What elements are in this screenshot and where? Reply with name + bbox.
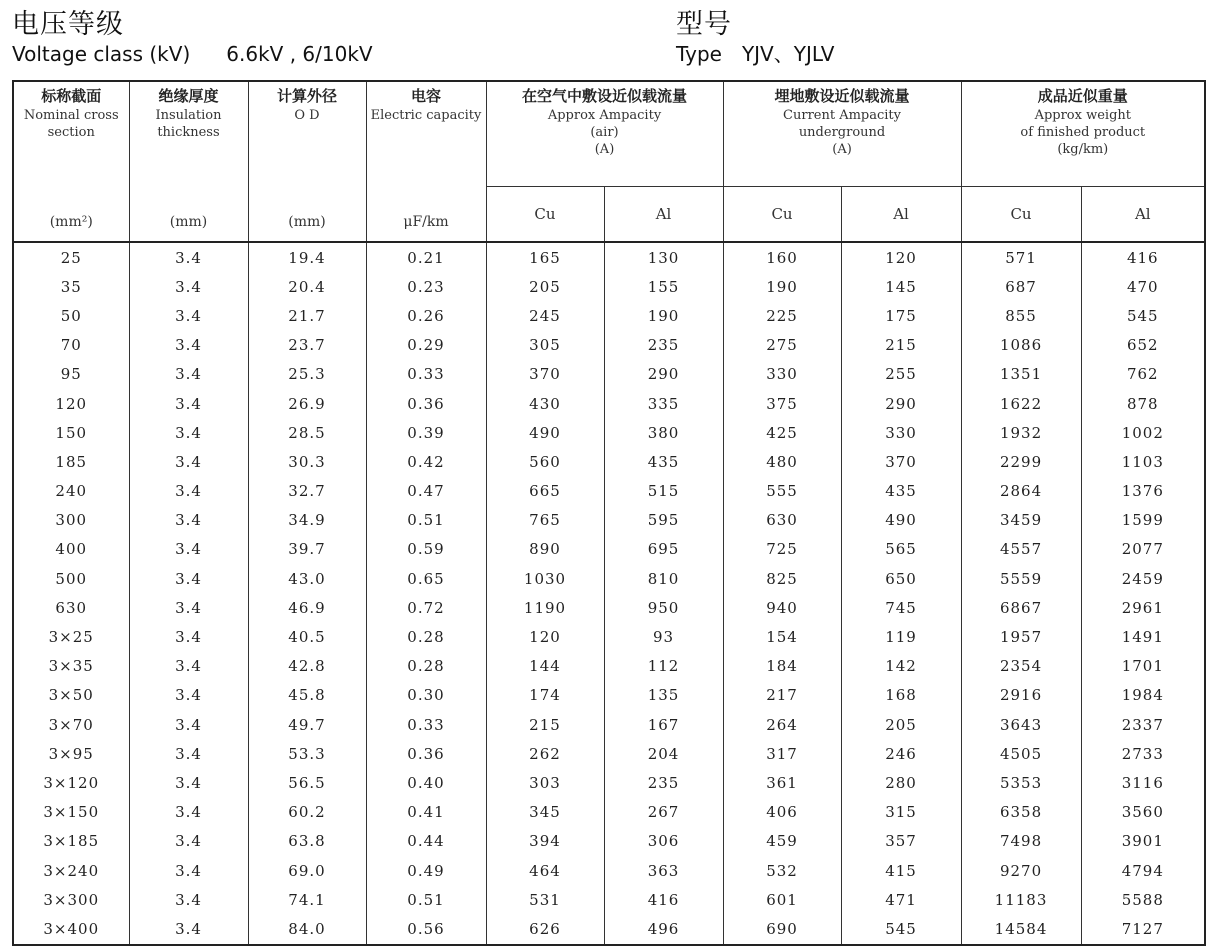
table-cell: 652 xyxy=(1081,331,1205,360)
table-cell: 60.2 xyxy=(248,798,366,827)
table-cell: 626 xyxy=(486,914,604,944)
group-header-underground-ampacity: 埋地敷设近似载流量 Current Ampacity underground (A) xyxy=(723,81,961,187)
table-cell: 1491 xyxy=(1081,622,1205,651)
table-cell: 0.42 xyxy=(366,447,486,476)
table-cell: 74.1 xyxy=(248,885,366,914)
table-cell: 595 xyxy=(604,506,723,535)
table-cell: 43.0 xyxy=(248,564,366,593)
table-cell: 240 xyxy=(13,477,129,506)
table-row xyxy=(13,622,1205,651)
table-cell: 3×185 xyxy=(13,827,129,856)
table-cell: 25.3 xyxy=(248,360,366,389)
table-cell: 0.28 xyxy=(366,652,486,681)
table-cell: 3×400 xyxy=(13,914,129,944)
table-cell: 3643 xyxy=(961,710,1081,739)
table-cell: 190 xyxy=(604,301,723,330)
table-cell: 34.9 xyxy=(248,506,366,535)
table-row xyxy=(13,331,1205,360)
voltage-class-header xyxy=(12,10,373,66)
table-cell: 330 xyxy=(723,360,841,389)
table-cell: 305 xyxy=(486,331,604,360)
table-cell: 175 xyxy=(841,301,961,330)
table-cell: 394 xyxy=(486,827,604,856)
table-cell: 765 xyxy=(486,506,604,535)
table-cell: 3×25 xyxy=(13,622,129,651)
voltage-class-label: Voltage class (kV) xyxy=(12,42,191,66)
table-cell: 3.4 xyxy=(129,506,248,535)
table-cell: 255 xyxy=(841,360,961,389)
table-cell: 315 xyxy=(841,798,961,827)
table-cell: 3.4 xyxy=(129,710,248,739)
table-cell: 480 xyxy=(723,447,841,476)
table-cell: 174 xyxy=(486,681,604,710)
table-cell: 3.4 xyxy=(129,914,248,944)
table-cell: 687 xyxy=(961,272,1081,301)
table-row xyxy=(13,418,1205,447)
table-row xyxy=(13,768,1205,797)
table-cell: 215 xyxy=(841,331,961,360)
table-cell: 3.4 xyxy=(129,242,248,272)
table-row xyxy=(13,564,1205,593)
table-cell: 345 xyxy=(486,798,604,827)
table-cell: 30.3 xyxy=(248,447,366,476)
table-cell: 3×300 xyxy=(13,885,129,914)
table-cell: 4794 xyxy=(1081,856,1205,885)
table-row xyxy=(13,272,1205,301)
table-cell: 235 xyxy=(604,768,723,797)
table-cell: 3.4 xyxy=(129,272,248,301)
table-cell: 28.5 xyxy=(248,418,366,447)
table-cell: 357 xyxy=(841,827,961,856)
table-cell: 215 xyxy=(486,710,604,739)
table-cell: 144 xyxy=(486,652,604,681)
table-cell: 2354 xyxy=(961,652,1081,681)
table-cell: 7127 xyxy=(1081,914,1205,944)
table-cell: 1599 xyxy=(1081,506,1205,535)
table-cell: 0.44 xyxy=(366,827,486,856)
table-cell: 3116 xyxy=(1081,768,1205,797)
table-cell: 32.7 xyxy=(248,477,366,506)
table-cell: 3.4 xyxy=(129,301,248,330)
table-cell: 0.59 xyxy=(366,535,486,564)
table-cell: 20.4 xyxy=(248,272,366,301)
table-cell: 3.4 xyxy=(129,856,248,885)
table-cell: 375 xyxy=(723,389,841,418)
table-cell: 120 xyxy=(486,622,604,651)
table-cell: 160 xyxy=(723,242,841,272)
table-cell: 0.40 xyxy=(366,768,486,797)
table-cell: 2864 xyxy=(961,477,1081,506)
table-row xyxy=(13,242,1205,272)
table-cell: 6358 xyxy=(961,798,1081,827)
table-cell: 3.4 xyxy=(129,477,248,506)
table-cell: 0.39 xyxy=(366,418,486,447)
type-value: YJV、YJLV xyxy=(741,42,835,66)
table-cell: 416 xyxy=(1081,242,1205,272)
table-cell: 275 xyxy=(723,331,841,360)
table-cell: 303 xyxy=(486,768,604,797)
subheader-weight-al: Al xyxy=(1081,187,1205,243)
table-cell: 264 xyxy=(723,710,841,739)
table-row xyxy=(13,885,1205,914)
table-cell: 745 xyxy=(841,593,961,622)
cable-spec-table xyxy=(12,80,1206,946)
table-cell: 515 xyxy=(604,477,723,506)
table-cell: 290 xyxy=(841,389,961,418)
table-cell: 53.3 xyxy=(248,739,366,768)
table-cell: 464 xyxy=(486,856,604,885)
table-cell: 0.33 xyxy=(366,360,486,389)
table-cell: 531 xyxy=(486,885,604,914)
table-cell: 25 xyxy=(13,242,129,272)
table-cell: 0.21 xyxy=(366,242,486,272)
table-cell: 9270 xyxy=(961,856,1081,885)
table-row xyxy=(13,798,1205,827)
table-cell: 3560 xyxy=(1081,798,1205,827)
table-cell: 19.4 xyxy=(248,242,366,272)
table-cell: 810 xyxy=(604,564,723,593)
table-cell: 11183 xyxy=(961,885,1081,914)
table-cell: 204 xyxy=(604,739,723,768)
table-cell: 3.4 xyxy=(129,768,248,797)
table-cell: 3901 xyxy=(1081,827,1205,856)
table-cell: 6867 xyxy=(961,593,1081,622)
table-cell: 630 xyxy=(723,506,841,535)
table-cell: 1002 xyxy=(1081,418,1205,447)
table-cell: 3.4 xyxy=(129,652,248,681)
table-cell: 235 xyxy=(604,331,723,360)
table-cell: 490 xyxy=(486,418,604,447)
table-cell: 370 xyxy=(486,360,604,389)
table-cell: 135 xyxy=(604,681,723,710)
col-header-insulation-thickness: 绝缘厚度 Insulation thickness (mm) xyxy=(129,81,248,242)
subheader-underground-cu: Cu xyxy=(723,187,841,243)
table-cell: 0.26 xyxy=(366,301,486,330)
table-cell: 0.65 xyxy=(366,564,486,593)
table-cell: 3.4 xyxy=(129,827,248,856)
table-cell: 0.41 xyxy=(366,798,486,827)
table-cell: 5559 xyxy=(961,564,1081,593)
type-label: Type xyxy=(676,42,722,66)
table-cell: 217 xyxy=(723,681,841,710)
table-cell: 70 xyxy=(13,331,129,360)
table-cell: 40.5 xyxy=(248,622,366,651)
table-cell: 496 xyxy=(604,914,723,944)
table-cell: 3.4 xyxy=(129,389,248,418)
table-cell: 306 xyxy=(604,827,723,856)
table-cell: 0.49 xyxy=(366,856,486,885)
table-cell: 168 xyxy=(841,681,961,710)
table-cell: 3×70 xyxy=(13,710,129,739)
table-cell: 1030 xyxy=(486,564,604,593)
table-cell: 890 xyxy=(486,535,604,564)
table-cell: 130 xyxy=(604,242,723,272)
table-cell: 21.7 xyxy=(248,301,366,330)
table-cell: 565 xyxy=(841,535,961,564)
table-cell: 120 xyxy=(13,389,129,418)
table-row xyxy=(13,477,1205,506)
table-cell: 571 xyxy=(961,242,1081,272)
table-cell: 300 xyxy=(13,506,129,535)
table-cell: 361 xyxy=(723,768,841,797)
table-cell: 3.4 xyxy=(129,593,248,622)
subheader-weight-cu: Cu xyxy=(961,187,1081,243)
table-row xyxy=(13,739,1205,768)
table-cell: 150 xyxy=(13,418,129,447)
table-cell: 0.36 xyxy=(366,739,486,768)
table-cell: 430 xyxy=(486,389,604,418)
table-cell: 112 xyxy=(604,652,723,681)
table-cell: 246 xyxy=(841,739,961,768)
table-cell: 1351 xyxy=(961,360,1081,389)
table-row xyxy=(13,710,1205,739)
table-cell: 95 xyxy=(13,360,129,389)
col-header-electric-capacity: 电容 Electric capacity μF/km xyxy=(366,81,486,242)
group-header-approx-weight: 成品近似重量 Approx weight of finished product (kg/km) xyxy=(961,81,1205,187)
type-header xyxy=(676,10,834,66)
table-cell: 205 xyxy=(841,710,961,739)
table-cell: 545 xyxy=(1081,301,1205,330)
table-row xyxy=(13,856,1205,885)
table-cell: 2961 xyxy=(1081,593,1205,622)
table-cell: 370 xyxy=(841,447,961,476)
table-row xyxy=(13,914,1205,944)
table-cell: 878 xyxy=(1081,389,1205,418)
table-cell: 262 xyxy=(486,739,604,768)
table-cell: 3.4 xyxy=(129,535,248,564)
table-cell: 3×240 xyxy=(13,856,129,885)
table-cell: 245 xyxy=(486,301,604,330)
table-cell: 630 xyxy=(13,593,129,622)
col-header-outer-diameter: 计算外径 O D (mm) xyxy=(248,81,366,242)
table-cell: 184 xyxy=(723,652,841,681)
table-cell: 400 xyxy=(13,535,129,564)
table-cell: 154 xyxy=(723,622,841,651)
table-cell: 225 xyxy=(723,301,841,330)
table-row xyxy=(13,447,1205,476)
table-cell: 42.8 xyxy=(248,652,366,681)
table-cell: 267 xyxy=(604,798,723,827)
table-cell: 205 xyxy=(486,272,604,301)
table-cell: 425 xyxy=(723,418,841,447)
type-title-cn: 型号 xyxy=(676,9,732,40)
table-cell: 725 xyxy=(723,535,841,564)
table-cell: 416 xyxy=(604,885,723,914)
table-cell: 1957 xyxy=(961,622,1081,651)
table-cell: 14584 xyxy=(961,914,1081,944)
table-cell: 0.28 xyxy=(366,622,486,651)
table-cell: 940 xyxy=(723,593,841,622)
subheader-underground-al: Al xyxy=(841,187,961,243)
table-cell: 1701 xyxy=(1081,652,1205,681)
table-cell: 2337 xyxy=(1081,710,1205,739)
table-row xyxy=(13,360,1205,389)
table-cell: 23.7 xyxy=(248,331,366,360)
table-cell: 0.51 xyxy=(366,885,486,914)
table-cell: 470 xyxy=(1081,272,1205,301)
table-cell: 49.7 xyxy=(248,710,366,739)
table-cell: 825 xyxy=(723,564,841,593)
table-row xyxy=(13,389,1205,418)
table-cell: 2916 xyxy=(961,681,1081,710)
table-cell: 0.47 xyxy=(366,477,486,506)
table-cell: 2733 xyxy=(1081,739,1205,768)
table-cell: 545 xyxy=(841,914,961,944)
table-cell: 142 xyxy=(841,652,961,681)
group-header-air-ampacity: 在空气中敷设近似载流量 Approx Ampacity (air) (A) xyxy=(486,81,723,187)
table-cell: 0.51 xyxy=(366,506,486,535)
table-cell: 3.4 xyxy=(129,681,248,710)
table-cell: 2299 xyxy=(961,447,1081,476)
table-cell: 3.4 xyxy=(129,418,248,447)
table-row xyxy=(13,681,1205,710)
table-cell: 165 xyxy=(486,242,604,272)
table-cell: 1932 xyxy=(961,418,1081,447)
table-cell: 5353 xyxy=(961,768,1081,797)
table-cell: 3×50 xyxy=(13,681,129,710)
table-cell: 167 xyxy=(604,710,723,739)
table-cell: 0.33 xyxy=(366,710,486,739)
table-cell: 56.5 xyxy=(248,768,366,797)
table-row xyxy=(13,535,1205,564)
table-cell: 0.30 xyxy=(366,681,486,710)
table-body xyxy=(13,242,1205,945)
table-cell: 380 xyxy=(604,418,723,447)
table-cell: 3.4 xyxy=(129,739,248,768)
table-cell: 762 xyxy=(1081,360,1205,389)
table-cell: 4505 xyxy=(961,739,1081,768)
table-cell: 3.4 xyxy=(129,798,248,827)
table-cell: 459 xyxy=(723,827,841,856)
table-cell: 335 xyxy=(604,389,723,418)
table-cell: 3459 xyxy=(961,506,1081,535)
subheader-air-al: Al xyxy=(604,187,723,243)
table-cell: 0.29 xyxy=(366,331,486,360)
table-cell: 50 xyxy=(13,301,129,330)
table-cell: 190 xyxy=(723,272,841,301)
table-cell: 5588 xyxy=(1081,885,1205,914)
table-row xyxy=(13,593,1205,622)
table-cell: 3.4 xyxy=(129,331,248,360)
table-cell: 0.23 xyxy=(366,272,486,301)
table-cell: 155 xyxy=(604,272,723,301)
table-cell: 2077 xyxy=(1081,535,1205,564)
table-cell: 690 xyxy=(723,914,841,944)
table-cell: 1086 xyxy=(961,331,1081,360)
table-cell: 1376 xyxy=(1081,477,1205,506)
table-cell: 280 xyxy=(841,768,961,797)
table-cell: 84.0 xyxy=(248,914,366,944)
table-cell: 0.36 xyxy=(366,389,486,418)
table-cell: 7498 xyxy=(961,827,1081,856)
table-row xyxy=(13,506,1205,535)
table-row xyxy=(13,827,1205,856)
table-cell: 2459 xyxy=(1081,564,1205,593)
table-cell: 0.72 xyxy=(366,593,486,622)
table-cell: 415 xyxy=(841,856,961,885)
table-row xyxy=(13,652,1205,681)
table-cell: 1984 xyxy=(1081,681,1205,710)
table-cell: 3.4 xyxy=(129,622,248,651)
table-cell: 35 xyxy=(13,272,129,301)
table-cell: 3.4 xyxy=(129,885,248,914)
table-cell: 290 xyxy=(604,360,723,389)
table-cell: 532 xyxy=(723,856,841,885)
table-cell: 650 xyxy=(841,564,961,593)
table-cell: 3×95 xyxy=(13,739,129,768)
table-cell: 665 xyxy=(486,477,604,506)
table-cell: 3.4 xyxy=(129,564,248,593)
voltage-class-value: 6.6kV , 6/10kV xyxy=(226,42,373,66)
table-cell: 435 xyxy=(841,477,961,506)
table-cell: 63.8 xyxy=(248,827,366,856)
table-cell: 4557 xyxy=(961,535,1081,564)
table-cell: 45.8 xyxy=(248,681,366,710)
subheader-air-cu: Cu xyxy=(486,187,604,243)
table-cell: 119 xyxy=(841,622,961,651)
voltage-class-title-cn: 电压等级 xyxy=(12,9,124,40)
table-cell: 120 xyxy=(841,242,961,272)
table-row xyxy=(13,301,1205,330)
table-cell: 0.56 xyxy=(366,914,486,944)
table-cell: 3×120 xyxy=(13,768,129,797)
table-cell: 1190 xyxy=(486,593,604,622)
table-cell: 471 xyxy=(841,885,961,914)
table-cell: 435 xyxy=(604,447,723,476)
table-cell: 145 xyxy=(841,272,961,301)
table-cell: 695 xyxy=(604,535,723,564)
table-cell: 855 xyxy=(961,301,1081,330)
table-cell: 1103 xyxy=(1081,447,1205,476)
table-cell: 490 xyxy=(841,506,961,535)
table-cell: 3×150 xyxy=(13,798,129,827)
col-header-nominal-section: 标称截面 Nominal cross section (mm²) xyxy=(13,81,129,242)
table-cell: 500 xyxy=(13,564,129,593)
table-cell: 330 xyxy=(841,418,961,447)
table-cell: 3.4 xyxy=(129,447,248,476)
table-cell: 26.9 xyxy=(248,389,366,418)
table-cell: 317 xyxy=(723,739,841,768)
table-cell: 950 xyxy=(604,593,723,622)
table-cell: 406 xyxy=(723,798,841,827)
table-cell: 185 xyxy=(13,447,129,476)
table-cell: 555 xyxy=(723,477,841,506)
table-cell: 3×35 xyxy=(13,652,129,681)
table-cell: 560 xyxy=(486,447,604,476)
table-cell: 601 xyxy=(723,885,841,914)
table-cell: 3.4 xyxy=(129,360,248,389)
table-cell: 69.0 xyxy=(248,856,366,885)
table-cell: 363 xyxy=(604,856,723,885)
table-cell: 39.7 xyxy=(248,535,366,564)
table-cell: 46.9 xyxy=(248,593,366,622)
table-cell: 93 xyxy=(604,622,723,651)
table-cell: 1622 xyxy=(961,389,1081,418)
